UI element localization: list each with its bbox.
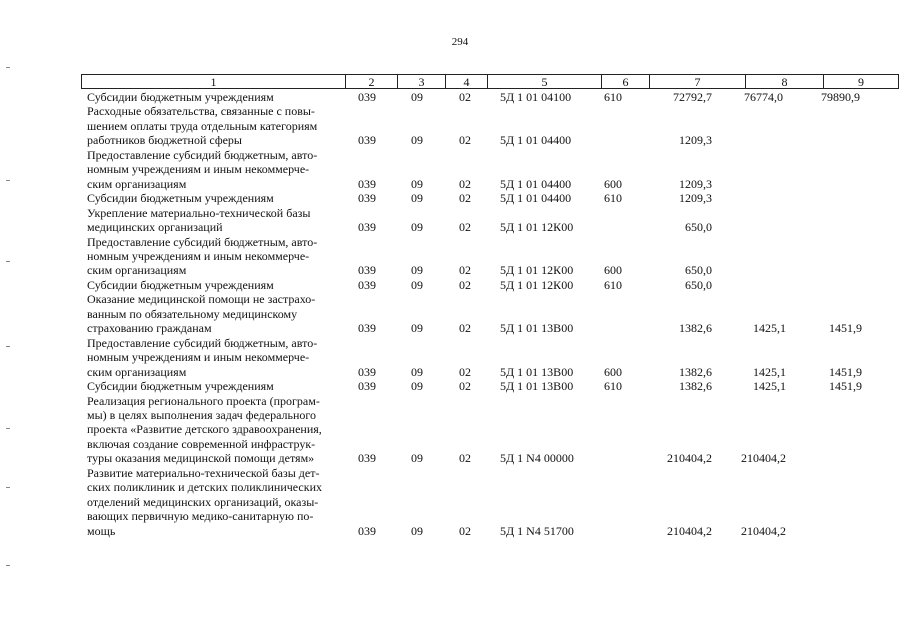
description-line: страхованию гражданам	[87, 321, 212, 336]
scan-mark	[6, 487, 10, 488]
description-line: Предоставление субсидий бюджетным, авто-	[87, 234, 318, 249]
description-line: Развитие материально-технической базы дет-	[87, 465, 320, 480]
table-row	[0, 336, 905, 379]
section-code: 09	[411, 90, 423, 104]
amount-year-2: 1425,1	[753, 379, 786, 394]
ministry-code: 039	[358, 277, 376, 292]
description-line: Субсидии бюджетным учреждениям	[87, 90, 274, 104]
amount-year-3: 1451,9	[829, 321, 862, 336]
description-line: Предоставление субсидий бюджетным, авто-	[87, 335, 318, 350]
description-line: Предоставление субсидий бюджетным, авто-	[87, 147, 318, 162]
ministry-code: 039	[358, 191, 376, 206]
description-line: ским организациям	[87, 364, 187, 379]
expense-type-code: 600	[604, 263, 622, 278]
description-line: Расходные обязательства, связанные с повы-	[87, 104, 315, 119]
expense-type-code: 610	[604, 90, 622, 104]
amount-year-1: 650,0	[685, 220, 712, 235]
row-description	[87, 336, 343, 379]
description-line: Субсидии бюджетным учреждениям	[87, 277, 274, 292]
description-line: включая создание современной инфраструк-	[87, 436, 316, 451]
scan-mark	[6, 428, 10, 429]
ministry-code: 039	[358, 321, 376, 336]
description-line: мощь	[87, 523, 116, 538]
header-cell: 2	[346, 75, 398, 89]
scan-mark	[6, 565, 10, 566]
description-line: вающих первичную медико-санитарную по-	[87, 509, 314, 524]
section-code: 09	[411, 277, 423, 292]
amount-year-1: 1382,6	[679, 379, 712, 394]
amount-year-3: 1451,9	[829, 364, 862, 379]
ministry-code: 039	[358, 133, 376, 148]
amount-year-3: 79890,9	[821, 90, 860, 104]
target-article-code: 5Д 1 01 04100	[500, 90, 572, 104]
description-line: Укрепление материально-технической базы	[87, 205, 311, 220]
subsection-code: 02	[459, 220, 471, 235]
table-row	[0, 90, 905, 104]
header-cell: 6	[602, 75, 650, 89]
expense-type-code: 610	[604, 379, 622, 394]
target-article-code: 5Д 1 01 12К00	[500, 263, 574, 278]
amount-year-2: 76774,0	[744, 90, 783, 104]
row-description	[87, 235, 343, 278]
target-article-code: 5Д 1 01 13В00	[500, 321, 574, 336]
expense-type-code: 600	[604, 364, 622, 379]
expense-type-code: 610	[604, 191, 622, 206]
ministry-code: 039	[358, 176, 376, 191]
ministry-code: 039	[358, 90, 376, 104]
section-code: 09	[411, 263, 423, 278]
row-description	[87, 394, 343, 466]
subsection-code: 02	[459, 321, 471, 336]
scan-mark	[6, 180, 10, 181]
ministry-code: 039	[358, 523, 376, 538]
header-cell: 4	[446, 75, 488, 89]
amount-year-1: 210404,2	[667, 523, 712, 538]
target-article-code: 5Д 1 N4 51700	[500, 523, 574, 538]
budget-table-body	[0, 90, 905, 538]
amount-year-2: 1425,1	[753, 321, 786, 336]
subsection-code: 02	[459, 133, 471, 148]
row-description	[87, 292, 343, 335]
target-article-code: 5Д 1 01 04400	[500, 133, 572, 148]
row-description	[87, 206, 343, 235]
table-row	[0, 466, 905, 538]
section-code: 09	[411, 379, 423, 394]
table-row	[0, 191, 905, 205]
description-line: Оказание медицинской помощи не застрахо-	[87, 292, 316, 307]
column-number-header	[81, 74, 899, 89]
row-description	[87, 148, 343, 191]
description-line: ским организациям	[87, 176, 187, 191]
subsection-code: 02	[459, 191, 471, 206]
subsection-code: 02	[459, 364, 471, 379]
amount-year-2: 1425,1	[753, 364, 786, 379]
section-code: 09	[411, 523, 423, 538]
description-line: мы) в целях выполнения задач федерального	[87, 407, 317, 422]
target-article-code: 5Д 1 01 04400	[500, 176, 572, 191]
amount-year-1: 1382,6	[679, 364, 712, 379]
target-article-code: 5Д 1 01 04400	[500, 191, 572, 206]
amount-year-1: 650,0	[685, 263, 712, 278]
section-code: 09	[411, 133, 423, 148]
section-code: 09	[411, 176, 423, 191]
header-cell: 5	[488, 75, 602, 89]
table-row	[0, 394, 905, 466]
expense-type-code: 610	[604, 277, 622, 292]
description-line: ским организациям	[87, 263, 187, 278]
table-row	[0, 148, 905, 191]
section-code: 09	[411, 451, 423, 466]
ministry-code: 039	[358, 220, 376, 235]
scan-mark	[6, 67, 10, 68]
header-cell: 9	[824, 75, 899, 89]
target-article-code: 5Д 1 01 13В00	[500, 364, 574, 379]
amount-year-2: 210404,2	[741, 451, 786, 466]
amount-year-3: 1451,9	[829, 379, 862, 394]
target-article-code: 5Д 1 N4 00000	[500, 451, 574, 466]
amount-year-1: 1209,3	[679, 176, 712, 191]
description-line: ских поликлиник и детских поликлинических	[87, 480, 322, 495]
description-line: номным учреждениям и иным некоммерче-	[87, 248, 310, 263]
header-cell: 7	[650, 75, 746, 89]
description-line: туры оказания медицинской помощи детям»	[87, 451, 315, 466]
table-row	[0, 292, 905, 335]
row-description	[87, 191, 343, 205]
amount-year-1: 1209,3	[679, 133, 712, 148]
table-row	[0, 104, 905, 147]
amount-year-1: 1209,3	[679, 191, 712, 206]
target-article-code: 5Д 1 01 13В00	[500, 379, 574, 394]
ministry-code: 039	[358, 451, 376, 466]
description-line: отделений медицинских организаций, оказы-	[87, 494, 319, 509]
target-article-code: 5Д 1 01 12К00	[500, 277, 574, 292]
description-line: Реализация регионального проекта (програм-	[87, 393, 320, 408]
header-cell: 1	[82, 75, 346, 89]
table-row	[0, 379, 905, 393]
section-code: 09	[411, 321, 423, 336]
table-row	[0, 278, 905, 292]
ministry-code: 039	[358, 379, 376, 394]
description-line: медицинских организаций	[87, 220, 223, 235]
description-line: работников бюджетной сферы	[87, 133, 242, 148]
row-description	[87, 278, 343, 292]
amount-year-1: 210404,2	[667, 451, 712, 466]
amount-year-2: 210404,2	[741, 523, 786, 538]
section-code: 09	[411, 220, 423, 235]
description-line: Субсидии бюджетным учреждениям	[87, 379, 274, 394]
description-line: проекта «Развитие детского здравоохранения,	[87, 422, 322, 437]
subsection-code: 02	[459, 523, 471, 538]
amount-year-1: 650,0	[685, 277, 712, 292]
subsection-code: 02	[459, 277, 471, 292]
scan-mark	[6, 346, 10, 347]
row-description	[87, 466, 343, 538]
amount-year-1: 1382,6	[679, 321, 712, 336]
section-code: 09	[411, 364, 423, 379]
subsection-code: 02	[459, 176, 471, 191]
row-description	[87, 90, 343, 104]
subsection-code: 02	[459, 90, 471, 104]
amount-year-1: 72792,7	[673, 90, 712, 104]
subsection-code: 02	[459, 451, 471, 466]
subsection-code: 02	[459, 379, 471, 394]
table-row	[0, 235, 905, 278]
subsection-code: 02	[459, 263, 471, 278]
section-code: 09	[411, 191, 423, 206]
expense-type-code: 600	[604, 176, 622, 191]
table-row	[0, 206, 905, 235]
ministry-code: 039	[358, 364, 376, 379]
description-line: шением оплаты труда отдельным категориям	[87, 118, 318, 133]
description-line: Субсидии бюджетным учреждениям	[87, 191, 274, 206]
page-number: 294	[451, 36, 469, 48]
description-line: номным учреждениям и иным некоммерче-	[87, 350, 310, 365]
header-cell: 8	[746, 75, 824, 89]
row-description	[87, 104, 343, 147]
header-cell: 3	[398, 75, 446, 89]
description-line: ванным по обязательному медицинскому	[87, 306, 298, 321]
description-line: номным учреждениям и иным некоммерче-	[87, 162, 310, 177]
row-description	[87, 379, 343, 393]
target-article-code: 5Д 1 01 12К00	[500, 220, 574, 235]
scan-mark	[6, 261, 10, 262]
ministry-code: 039	[358, 263, 376, 278]
